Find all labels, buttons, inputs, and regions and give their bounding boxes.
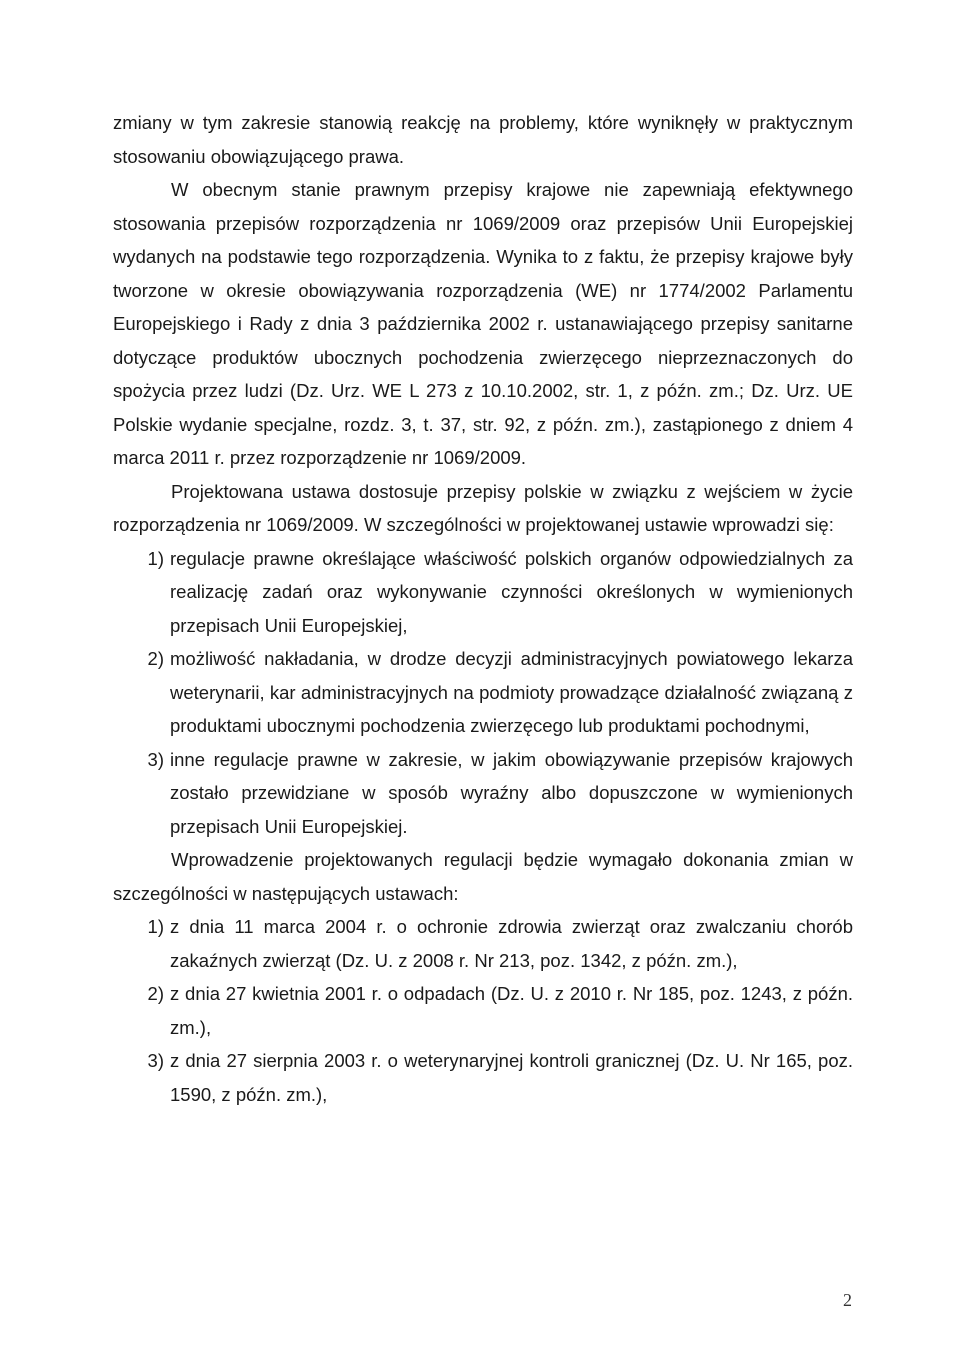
list-item-number: 2) [147, 648, 164, 669]
paragraph-amendments: Wprowadzenie projektowanych regulacji będzie wymagało dokonania zmian w szczególności w następujących ustawach: [113, 849, 853, 904]
paragraph-draft-act: Projektowana ustawa dostosuje przepisy polskie w związku z wejściem w życie rozporządzenia nr 1069/2009. W szczególności w projektowanej ustawie wprowadzi się: [113, 480, 853, 535]
list1-item [113, 743, 853, 844]
list2-item [113, 910, 853, 977]
list-item-text: z dnia 11 marca 2004 r. o ochronie zdrowia zwierząt oraz zwalczaniu chorób zakaźnych zwierząt (Dz. U. z 2008 r. Nr 213, poz. 1342, z późn. zm.), [170, 916, 853, 971]
list1-item [113, 542, 853, 643]
paragraph-continuation: zmiany w tym zakresie stanowią reakcję na problemy, które wyniknęły w praktycznym stosowaniu obowiązującego prawa. [113, 112, 853, 167]
list-item-number: 1) [147, 547, 164, 569]
list-item-number: 3) [147, 748, 164, 770]
list-item-number: 1) [147, 916, 164, 937]
page-number: 2 [843, 1290, 852, 1310]
list-item-number: 3) [147, 1050, 164, 1071]
list2-item [113, 1044, 853, 1111]
list-item-number: 2) [147, 983, 164, 1004]
list-item-text: z dnia 27 kwietnia 2001 r. o odpadach (Dz. U. z 2010 r. Nr 185, poz. 1243, z późn. zm.), [170, 983, 853, 1038]
list-item-text: inne regulacje prawne w zakresie, w jakim obowiązywanie przepisów krajowych zostało przewidziane w sposób wyraźny albo dopuszczone w wymienionych przepisach Unii Europejskiej. [170, 748, 853, 837]
document-body [113, 106, 853, 1111]
list-item-text: możliwość nakładania, w drodze decyzji administracyjnych powiatowego lekarza weterynarii, kar administracyjnych na podmioty prowadzące działalność związaną z produktami ubocznymi pochodzenia zwierzęcego lub produktami pochodnymi, [170, 648, 853, 736]
list-item-text: regulacje prawne określające właściwość polskich organów odpowiedzialnych za realizację zadań oraz wykonywanie czynności określonych w wymienionych przepisach Unii Europejskiej, [170, 547, 853, 636]
list1-item [113, 642, 853, 743]
paragraph-current-law: W obecnym stanie prawnym przepisy krajowe nie zapewniają efektywnego stosowania przepisów rozporządzenia nr 1069/2009 oraz przepisów Unii Europejskiej wydanych na podstawie tego rozporządzenia. Wynika to z faktu, że przepisy krajowe były tworzone w okresie obowiązywania rozporządzenia (WE) nr 1774/2002 Parlamentu Europejskiego i Rady z dnia 3 października 2002 r. ustanawiającego przepisy sanitarne dotyczące produktów ubocznych pochodzenia zwierzęcego nieprzeznaczonych do spożycia przez ludzi (Dz. Urz. WE L 273 z 10.10.2002, str. 1, z późn. zm.; Dz. Urz. UE Polskie wydanie specjalne, rozdz. 3, t. 37, str. 92, z późn. zm.), zastąpionego z dniem 4 marca 2011 r. przez rozporządzenie nr 1069/2009. [113, 179, 853, 468]
list2-item [113, 977, 853, 1044]
list-item-text: z dnia 27 sierpnia 2003 r. o weterynaryjnej kontroli granicznej (Dz. U. Nr 165, poz. 1590, z późn. zm.), [170, 1050, 853, 1105]
